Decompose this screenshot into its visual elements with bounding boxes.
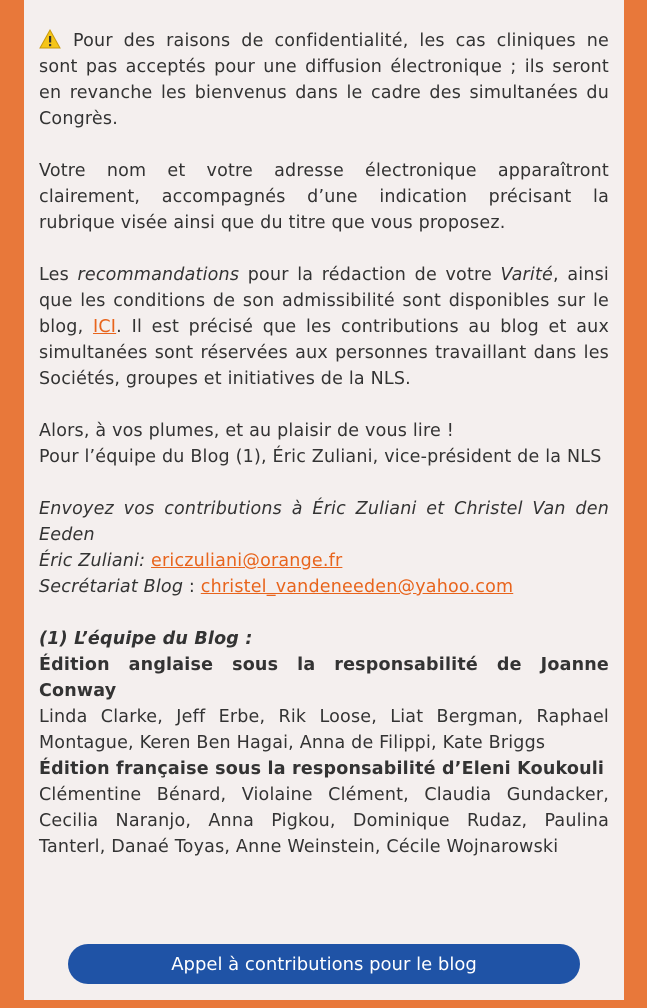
- email-link-vandeneeden[interactable]: christel_vandeneeden@yahoo.com: [200, 577, 514, 597]
- french-edition-members: Clémentine Bénard, Violaine Clément, Claudia Gundacker, Cecilia Naranjo, Anna Pigkou, Dominique Rudaz, Paulina Tanterl, Danaé Toyas, Anne Weinstein, Cécile Wojnarowski: [39, 785, 609, 857]
- contact2-label: Secrétariat Blog: [39, 577, 184, 597]
- call-for-contributions-button[interactable]: Appel à contributions pour le blog: [68, 944, 580, 984]
- rec-emphasis-recommandations: recommandations: [77, 265, 240, 285]
- email-link-zuliani[interactable]: ericzuliani@orange.fr: [151, 551, 343, 571]
- closing-line-2: Pour l’équipe du Blog (1), Éric Zuliani, vice-président de la NLS: [39, 447, 602, 467]
- rec-text-3: , ainsi que les conditions de son admissibilité sont disponibles sur le blog,: [39, 265, 609, 337]
- english-heading-text: Édition anglaise sous la responsabilité de Joanne Conway: [39, 655, 609, 701]
- ici-link[interactable]: ICI: [93, 317, 117, 337]
- send-to-label: Envoyez vos contributions à Éric Zuliani et Christel Van den Eeden: [39, 499, 609, 545]
- closing-line-1: Alors, à vos plumes, et au plaisir de vous lire !: [39, 421, 454, 441]
- rec-emphasis-varite: Varité: [500, 265, 554, 285]
- confidentiality-paragraph: [39, 28, 609, 132]
- confidentiality-text: Pour des raisons de confidentialité, les cas cliniques ne sont pas acceptés pour une diffusion électronique ; ils seront en revanche les bienvenus dans le cadre des simultanées du Congrès.: [39, 31, 609, 129]
- name-notice-paragraph: Votre nom et votre adresse électronique apparaîtront clairement, accompagnés d’une indication précisant la rubrique visée ainsi que du titre que vous proposez.: [39, 161, 609, 233]
- content-card: [24, 0, 624, 1000]
- english-edition-members: Linda Clarke, Jeff Erbe, Rik Loose, Liat Bergman, Raphael Montague, Keren Ben Hagai, Anna de Filippi, Kate Briggs: [39, 707, 609, 753]
- rec-text-4: . Il est précisé que les contributions au blog et aux simultanées sont réservées aux personnes travaillant dans les Sociétés, groupes et initiatives de la NLS.: [39, 317, 609, 389]
- french-heading-text: Édition française sous la responsabilité d’Eleni Koukouli: [39, 759, 605, 779]
- team-title: [39, 626, 609, 652]
- warning-icon: [39, 28, 61, 54]
- english-edition-heading: [39, 652, 609, 704]
- contact2-separator: :: [183, 577, 201, 597]
- intro-text: [39, 0, 609, 2]
- contact-line-1: [39, 548, 609, 574]
- rec-text-2: pour la rédaction de votre: [239, 265, 501, 285]
- article-body: [39, 0, 609, 860]
- contact1-label: Éric Zuliani:: [39, 551, 152, 571]
- rec-text-1: Les: [39, 265, 78, 285]
- send-to-text: [39, 496, 609, 548]
- recommendations-paragraph: [39, 262, 609, 392]
- french-edition-heading: [39, 756, 609, 782]
- team-title-text: (1) L’équipe du Blog :: [39, 629, 253, 649]
- contact-line-2: [39, 574, 609, 600]
